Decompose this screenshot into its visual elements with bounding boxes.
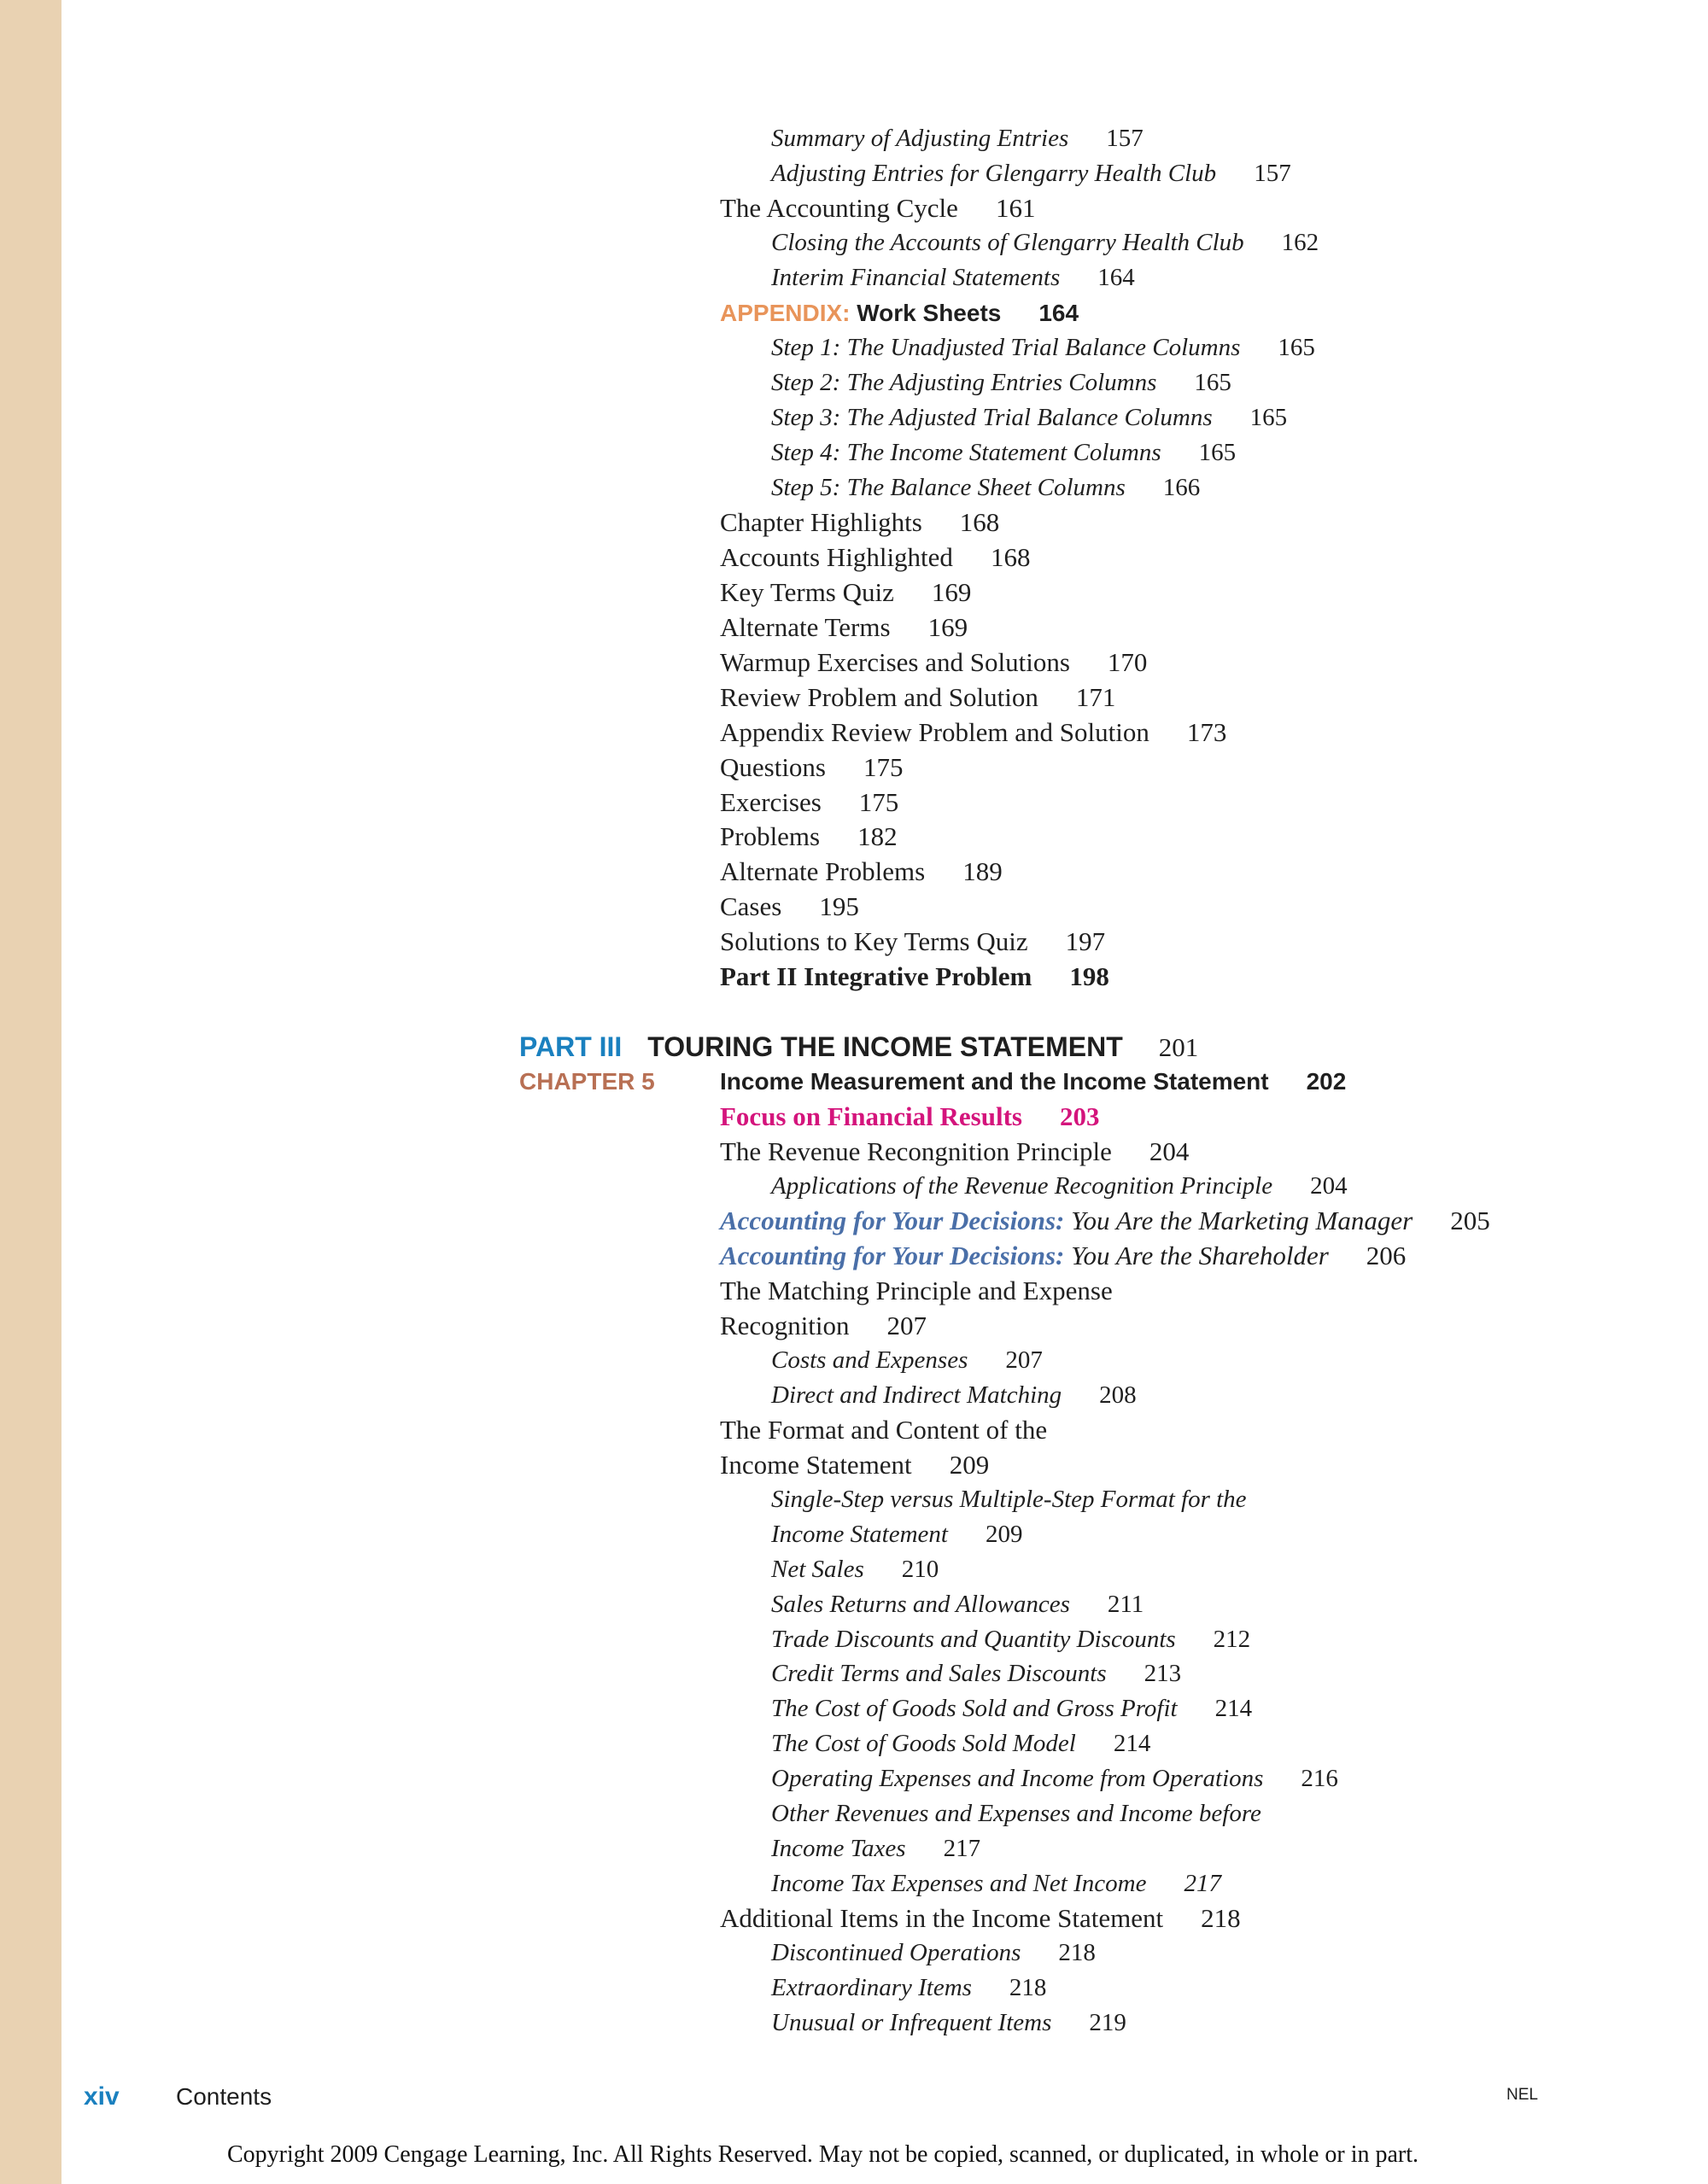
- toc-entry: Problems 182: [720, 821, 898, 851]
- toc-entry: Accounts Highlighted 168: [720, 542, 1031, 572]
- toc-entry: Applications of the Revenue Recognition Principle 204: [771, 1172, 1348, 1200]
- chapter-heading: CHAPTER 5: [519, 1068, 655, 1095]
- toc-entry: The Matching Principle and Expense: [720, 1276, 1113, 1305]
- publisher-mark: NEL: [1506, 2086, 1538, 2104]
- toc-entry: Step 4: The Income Statement Columns 165: [771, 439, 1237, 466]
- toc-entry: Costs and Expenses 207: [771, 1346, 1043, 1374]
- running-footer-section: Contents: [176, 2083, 272, 2110]
- toc-entry: Step 3: The Adjusted Trial Balance Columns 165: [771, 404, 1288, 431]
- toc-entry: Credit Terms and Sales Discounts 213: [771, 1660, 1182, 1687]
- toc-entry: Direct and Indirect Matching 208: [771, 1381, 1137, 1409]
- toc-entry: Appendix Review Problem and Solution 173: [720, 717, 1227, 747]
- toc-entry: Review Problem and Solution 171: [720, 682, 1116, 712]
- toc-entry: Discontinued Operations 218: [771, 1939, 1096, 1966]
- toc-entry: The Cost of Goods Sold Model 214: [771, 1730, 1151, 1757]
- toc-entry: Income Statement 209: [771, 1521, 1023, 1548]
- toc-entry: Net Sales 210: [771, 1556, 939, 1583]
- toc-entry: Trade Discounts and Quantity Discounts 212: [771, 1626, 1251, 1653]
- toc-entry: The Accounting Cycle 161: [720, 193, 1036, 223]
- toc-entry: Income Tax Expenses and Net Income 217: [771, 1870, 1221, 1897]
- page-number: xiv: [84, 2082, 120, 2111]
- decision-entry: Accounting for Your Decisions: You Are the Marketing Manager 205: [720, 1206, 1490, 1235]
- toc-entry: Alternate Problems 189: [720, 856, 1003, 886]
- toc-entry: Adjusting Entries for Glengarry Health Club 157: [771, 160, 1291, 187]
- part-heading: PART III TOURING THE INCOME STATEMENT 201: [519, 1031, 1199, 1062]
- toc-entry: Interim Financial Statements 164: [771, 264, 1135, 291]
- toc-entry: Warmup Exercises and Solutions 170: [720, 647, 1148, 677]
- side-color-band: [0, 0, 61, 2184]
- toc-entry: Key Terms Quiz 169: [720, 577, 972, 607]
- toc-entry: Questions 175: [720, 752, 904, 782]
- toc-entry: Solutions to Key Terms Quiz 197: [720, 926, 1106, 956]
- decision-entry: Accounting for Your Decisions: You Are the Shareholder 206: [720, 1241, 1407, 1270]
- toc-entry: Income Statement 209: [720, 1450, 990, 1480]
- toc-entry: Recognition 207: [720, 1311, 927, 1340]
- toc-entry: Sales Returns and Allowances 211: [771, 1591, 1144, 1618]
- toc-entry: Chapter Highlights 168: [720, 507, 1000, 537]
- toc-entry: Operating Expenses and Income from Operations 216: [771, 1765, 1338, 1792]
- integrative-problem: Part II Integrative Problem 198: [720, 961, 1109, 991]
- toc-entry: Cases 195: [720, 891, 859, 921]
- toc-entry: Summary of Adjusting Entries 157: [771, 125, 1144, 152]
- appendix-heading: APPENDIX: Work Sheets 164: [720, 300, 1079, 326]
- toc-entry: Unusual or Infrequent Items 219: [771, 2009, 1126, 2036]
- focus-heading: Focus on Financial Results 203: [720, 1101, 1100, 1131]
- toc-entry: Additional Items in the Income Statement 218: [720, 1903, 1241, 1933]
- toc-entry: Exercises 175: [720, 787, 899, 817]
- toc-entry: Step 1: The Unadjusted Trial Balance Columns 165: [771, 334, 1315, 361]
- toc-entry: Income Taxes 217: [771, 1835, 981, 1862]
- toc-entry: The Cost of Goods Sold and Gross Profit 214: [771, 1695, 1253, 1722]
- toc-entry: The Format and Content of the: [720, 1415, 1048, 1445]
- toc-entry: Closing the Accounts of Glengarry Health Club 162: [771, 229, 1319, 256]
- toc-entry: Other Revenues and Expenses and Income before: [771, 1800, 1261, 1827]
- toc-entry: The Revenue Recongnition Principle 204: [720, 1136, 1190, 1166]
- toc-entry: Step 2: The Adjusting Entries Columns 165: [771, 369, 1231, 396]
- toc-entry: Extraordinary Items 218: [771, 1974, 1047, 2001]
- toc-entry: Alternate Terms 169: [720, 612, 968, 642]
- chapter-title: Income Measurement and the Income Statement 202: [720, 1068, 1347, 1095]
- copyright-notice: Copyright 2009 Cengage Learning, Inc. All Rights Reserved. May not be copied, scanned, or duplicated, in whole or in part.: [227, 2141, 1419, 2168]
- toc-entry: Single-Step versus Multiple-Step Format for the: [771, 1486, 1247, 1513]
- toc-entry: Step 5: The Balance Sheet Columns 166: [771, 474, 1201, 501]
